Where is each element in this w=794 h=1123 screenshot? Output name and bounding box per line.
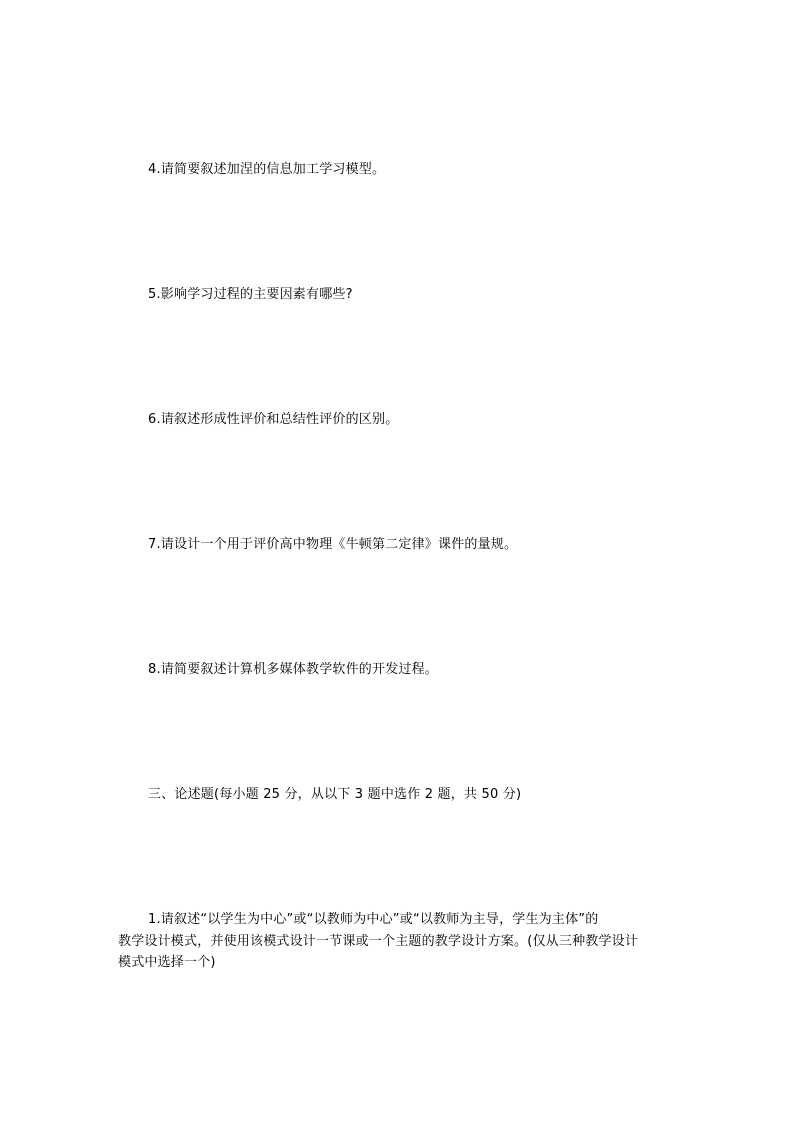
section-heading: 三、论述题(每小题 25 分，从以下 3 题中选作 2 题，共 50 分) [148, 787, 522, 802]
question-4: 4.请简要叙述加涅的信息加工学习模型。 [148, 162, 386, 177]
essay-question-1-line-3: 模式中选择一个) [118, 955, 216, 970]
question-8: 8.请简要叙述计算机多媒体教学软件的开发过程。 [148, 662, 439, 677]
essay-question-1 [118, 909, 678, 974]
essay-question-1-line-1: 1.请叙述“以学生为中心”或“以教师为中心”或“以教师为主导，学生为主体”的 [148, 912, 599, 927]
question-7: 7.请设计一个用于评价高中物理《牛顿第二定律》课件的量规。 [148, 537, 518, 552]
question-6: 6.请叙述形成性评价和总结性评价的区别。 [148, 412, 399, 427]
question-5: 5.影响学习过程的主要因素有哪些? [148, 287, 353, 302]
essay-question-1-line-2: 教学设计模式，并使用该模式设计一节课或一个主题的教学设计方案。(仅从三种教学设计 [118, 933, 639, 949]
